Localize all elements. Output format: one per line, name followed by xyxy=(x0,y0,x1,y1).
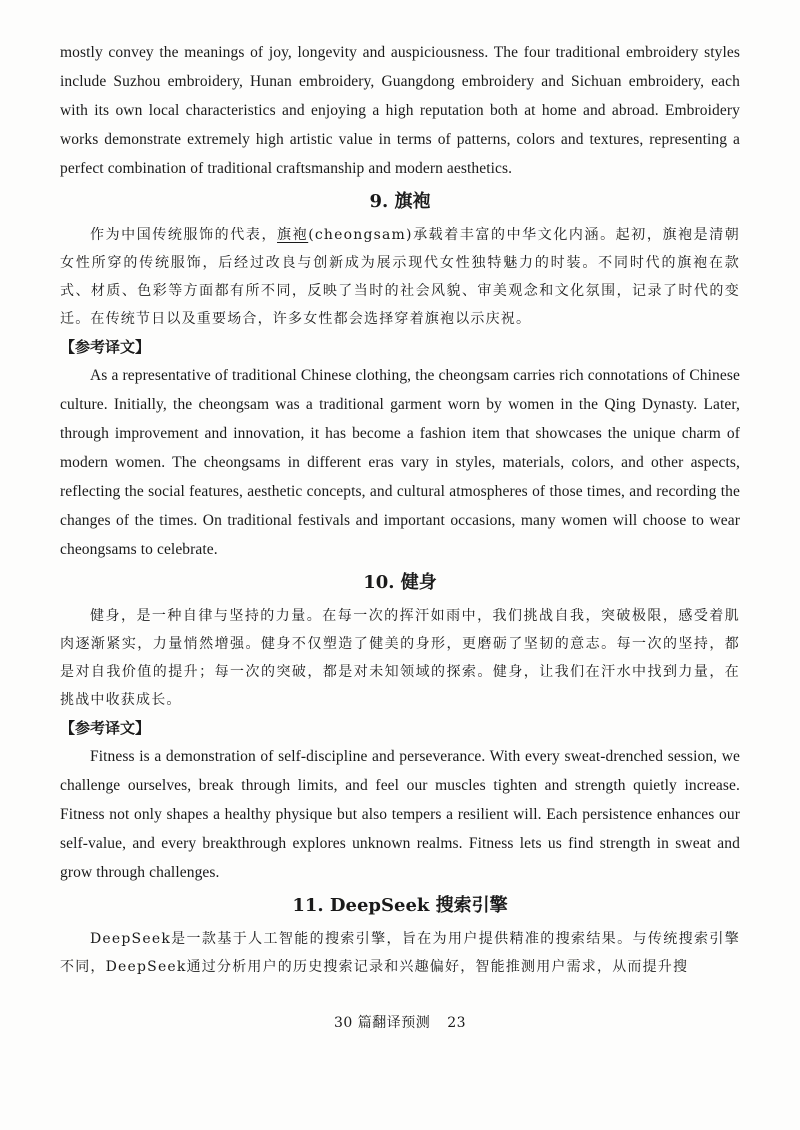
intro-paragraph: mostly convey the meanings of joy, longevity and auspiciousness. The four traditional embroidery styles include Suzhou embroidery, Hunan embroidery, Guangdong embroidery and Sichuan embroidery, each with its own local characteristics and enjoying a high reputation both at home and abroad. Embroidery works demonstrate extremely high artistic value in terms of patterns, colors and textures, representing a perfect combination of traditional craftsmanship and modern aesthetics. xyxy=(60,44,740,177)
section-9-chinese-underlined: 旗袍 xyxy=(277,227,309,243)
section-9-title: 9. 旗袍 xyxy=(369,191,431,212)
section-9-translation: As a representative of traditional Chinese clothing, the cheongsam carries rich connotations of Chinese culture. Initially, the cheongsam was a traditional garment worn by women in the Qing Dynasty. Later, through improvement and innovation, it has become a fashion item that showcases the unique charm of modern women. The cheongsams in different eras vary in styles, materials, colors, and other aspects, reflecting the social features, aesthetic concepts, and cultural atmospheres of those times, and recording the changes of the times. On traditional festivals and important occasions, many women will choose to wear cheongsams to celebrate. xyxy=(60,367,740,558)
section-9-chinese-before: 作为中国传统服饰的代表， xyxy=(90,227,278,243)
footer-page-number: 23 xyxy=(447,1015,467,1031)
page-footer xyxy=(0,1012,800,1032)
section-11-title: 11. DeepSeek 搜索引擎 xyxy=(292,895,508,916)
footer-book-title: 30 篇翻译预测 xyxy=(333,1015,431,1031)
section-9-chinese-after: (cheongsam)承载着丰富的中华文化内涵。起初，旗袍是清朝女性所穿的传统服饰，后经过改良与创新成为展示现代女性独特魅力的时装。不同时代的旗袍在款式、材质、色彩等方面都有所不同，反映了当时的社会风貌、审美观念和文化氛围，记录了时代的变迁。在传统节日以及重要场合，许多女性都会选择穿着旗袍以示庆祝。 xyxy=(60,227,740,327)
section-11-chinese-text: DeepSeek是一款基于人工智能的搜索引擎，旨在为用户提供精准的搜索结果。与传统搜索引擎不同，DeepSeek通过分析用户的历史搜索记录和兴趣偏好，智能推测用户需求，从而提升搜 xyxy=(60,931,740,975)
section-10-chinese-text: 健身，是一种自律与坚持的力量。在每一次的挥汗如雨中，我们挑战自我，突破极限，感受着肌肉逐渐紧实，力量悄然增强。健身不仅塑造了健美的身形，更磨砺了坚韧的意志。每一次的坚持，都是对自我价值的提升；每一次的突破，都是对未知领域的探索。健身，让我们在汗水中找到力量，在挑战中收获成长。 xyxy=(60,608,740,708)
section-10-translation: Fitness is a demonstration of self-discipline and perseverance. With every sweat-drenched session, we challenge ourselves, break through limits, and feel our muscles tighten and strength quietly increase. Fitness not only shapes a healthy physique but also tempers a resilient will. Each persistence enhances our self-value, and every breakthrough explores unknown realms. Fitness lets us find strength in sweat and grow through challenges. xyxy=(60,748,740,881)
section-10-title: 10. 健身 xyxy=(363,572,437,593)
section-10-ref-label: 【参考译文】 xyxy=(60,719,151,737)
section-9-ref-label: 【参考译文】 xyxy=(60,338,151,356)
section-9-chinese-text xyxy=(60,221,740,333)
